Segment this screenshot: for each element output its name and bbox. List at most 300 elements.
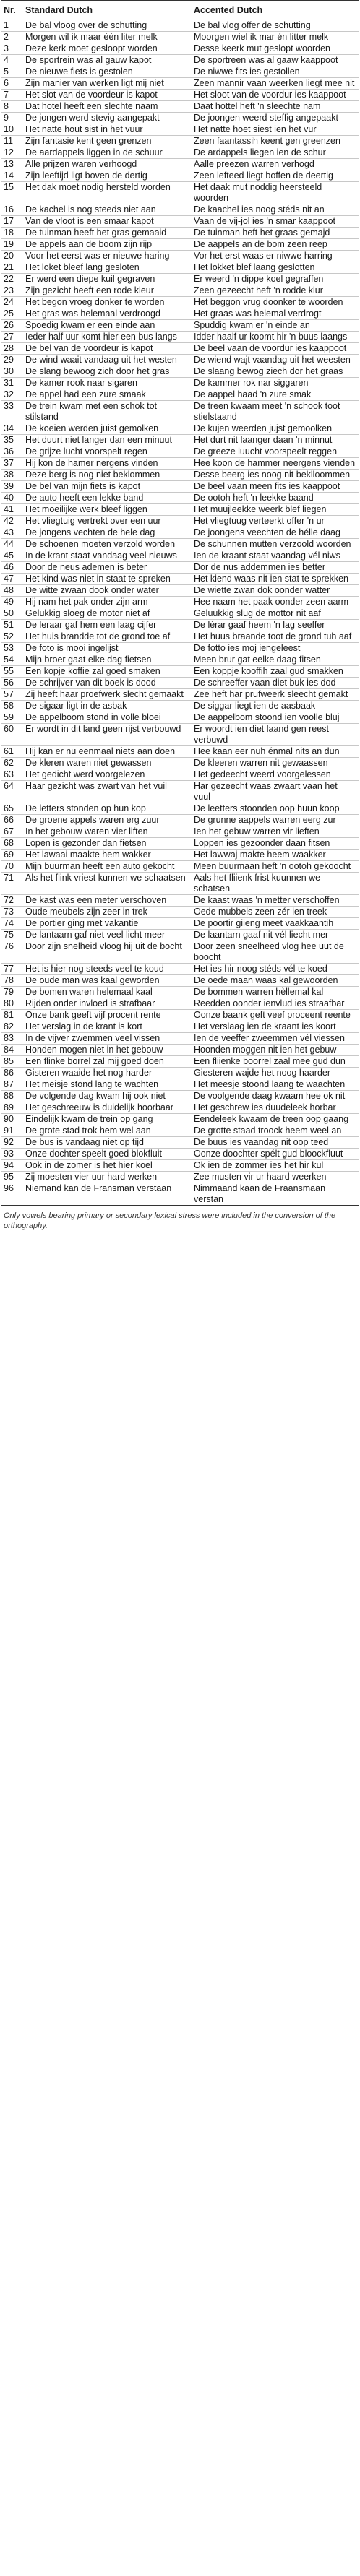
standard-dutch-cell: De groene appels waren erg zuur: [23, 815, 192, 826]
row-number: 88: [1, 1091, 23, 1102]
header-row: [1, 1, 359, 20]
accented-dutch-cell: Ien de kraant staat vaandag vél niws: [192, 550, 359, 562]
accented-dutch-cell: De buus ies vaandag nit oop teed: [192, 1137, 359, 1149]
standard-dutch-cell: Alle prijzen waren verhoogd: [23, 159, 192, 170]
table-row: [1, 182, 359, 204]
table-footnote: Only vowels bearing primary or secondary lexical stress were included in the conversion of the orthography.: [4, 1211, 336, 1230]
standard-dutch-cell: Mijn broer gaat elke dag fietsen: [23, 654, 192, 666]
table-row: [1, 78, 359, 90]
standard-dutch-cell: De sigaar ligt in de asbak: [23, 701, 192, 712]
standard-dutch-cell: Het huis brandde tot de grond toe af: [23, 631, 192, 643]
accented-dutch-cell: Het geschrew ies duudeleek horbar: [192, 1102, 359, 1114]
standard-dutch-cell: Ook in de zomer is het hier koel: [23, 1160, 192, 1172]
accented-dutch-cell: De wiend wajt vaandag uit het weesten: [192, 355, 359, 366]
table-row: [1, 493, 359, 504]
standard-dutch-cell: Dat hotel heeft een slechte naam: [23, 101, 192, 113]
standard-dutch-cell: Niemand kan de Fransman verstaan: [23, 1183, 192, 1206]
standard-dutch-cell: De koeien werden juist gemolken: [23, 423, 192, 435]
standard-dutch-cell: De bal vloog over de schutting: [23, 20, 192, 32]
row-number: 29: [1, 355, 23, 366]
table-row: [1, 297, 359, 308]
standard-dutch-cell: De leraar gaf hem een laag cijfer: [23, 620, 192, 631]
standard-dutch-cell: De auto heeft een lekke band: [23, 493, 192, 504]
row-number: 78: [1, 975, 23, 987]
table-row: [1, 527, 359, 539]
table-row: [1, 643, 359, 654]
standard-dutch-cell: De schrijver van dit boek is dood: [23, 678, 192, 689]
accented-dutch-cell: Loppen ies gezoonder daan fitsen: [192, 838, 359, 850]
accented-dutch-cell: Dor de nus addemmen ies better: [192, 562, 359, 574]
standard-dutch-cell: De kamer rook naar sigaren: [23, 378, 192, 389]
row-number: 24: [1, 297, 23, 308]
row-number: 15: [1, 182, 23, 204]
table-row: [1, 423, 359, 435]
accented-dutch-cell: De oede maan waas kal gewoorden: [192, 975, 359, 987]
row-number: 3: [1, 43, 23, 55]
table-row: [1, 204, 359, 216]
standard-dutch-cell: Hij kan er nu eenmaal niets aan doen: [23, 746, 192, 758]
table-row: [1, 1114, 359, 1125]
standard-dutch-cell: Morgen wil ik maar één liter melk: [23, 32, 192, 43]
standard-dutch-cell: Oude meubels zijn zeer in trek: [23, 907, 192, 918]
accented-dutch-cell: De joongen weerd steffig angepaakt: [192, 113, 359, 124]
standard-dutch-cell: Zij heeft haar proefwerk slecht gemaakt: [23, 689, 192, 701]
table-row: [1, 458, 359, 470]
table-row: [1, 481, 359, 493]
table-row: [1, 930, 359, 941]
standard-dutch-cell: De appels aan de boom zijn rijp: [23, 239, 192, 251]
standard-dutch-cell: De kachel is nog steeds niet aan: [23, 204, 192, 216]
standard-dutch-cell: Hij nam het pak onder zijn arm: [23, 597, 192, 608]
accented-dutch-cell: Oonze doochter spélt gud bloockfluut: [192, 1149, 359, 1160]
accented-dutch-cell: Hoonden moggen nit ien het gebuw: [192, 1045, 359, 1056]
table-row: [1, 724, 359, 746]
table-row: [1, 20, 359, 32]
accented-dutch-cell: Het graas was helemal verdrogt: [192, 308, 359, 320]
table-body: [1, 20, 359, 1206]
row-number: 54: [1, 654, 23, 666]
standard-dutch-cell: De bel van mijn fiets is kapot: [23, 481, 192, 493]
row-number: 20: [1, 251, 23, 262]
table-row: [1, 678, 359, 689]
table-row: [1, 285, 359, 297]
table-row: [1, 964, 359, 975]
accented-dutch-cell: Hee naam het paak oonder zeen aarm: [192, 597, 359, 608]
table-row: [1, 1033, 359, 1045]
accented-dutch-cell: Eendeleek kwaam de treen oop gaang: [192, 1114, 359, 1125]
accented-dutch-cell: Desse beerg ies noog nit beklloommen: [192, 470, 359, 481]
table-row: [1, 516, 359, 527]
row-number: 59: [1, 712, 23, 724]
accented-dutch-cell: De grunne aappels warren eerg zur: [192, 815, 359, 826]
table-row: [1, 1102, 359, 1114]
accented-dutch-cell: Nimmaand kaan de Fraansmaan verstan: [192, 1183, 359, 1206]
accented-dutch-cell: Een koppje kooffih zaal gud smakken: [192, 666, 359, 678]
row-number: 92: [1, 1137, 23, 1149]
table-row: [1, 539, 359, 550]
sentence-table: [1, 0, 359, 1206]
accented-dutch-cell: De bommen warren hèllemal kal: [192, 987, 359, 998]
standard-dutch-cell: Ieder half uur komt hier een bus langs: [23, 332, 192, 343]
row-number: 9: [1, 113, 23, 124]
row-number: 74: [1, 918, 23, 930]
standard-dutch-cell: De bel van de voordeur is kapot: [23, 343, 192, 355]
standard-dutch-cell: Het geschreeuw is duidelijk hoorbaar: [23, 1102, 192, 1114]
table-row: [1, 90, 359, 101]
table-row: [1, 1137, 359, 1149]
table-row: [1, 550, 359, 562]
table-row: [1, 907, 359, 918]
standard-dutch-cell: Onze dochter speelt goed blokfluit: [23, 1149, 192, 1160]
row-number: 22: [1, 274, 23, 285]
table-row: [1, 562, 359, 574]
accented-dutch-cell: De ardappels liegen ien de schur: [192, 147, 359, 159]
table-row: [1, 975, 359, 987]
table-row: [1, 1056, 359, 1068]
accented-dutch-cell: De joongens veechten de hélle daag: [192, 527, 359, 539]
table-row: [1, 620, 359, 631]
accented-dutch-cell: Het lawwaj makte heem waakker: [192, 850, 359, 861]
standard-dutch-cell: Het slot van de voordeur is kapot: [23, 90, 192, 101]
row-number: 80: [1, 998, 23, 1010]
standard-dutch-cell: De wind waait vandaag uit het westen: [23, 355, 192, 366]
accented-dutch-cell: Meen brur gat eelke daag fitsen: [192, 654, 359, 666]
standard-dutch-cell: De trein kwam met een schok tot stilstand: [23, 401, 192, 423]
accented-dutch-cell: De kleeren warren nit gewaassen: [192, 758, 359, 769]
table-row: [1, 1010, 359, 1021]
row-number: 8: [1, 101, 23, 113]
accented-dutch-cell: Har gezeecht waas zwaart vaan het vuul: [192, 781, 359, 803]
table-row: [1, 343, 359, 355]
row-number: 69: [1, 850, 23, 861]
accented-dutch-cell: Oede mubbels zeen zér ien treek: [192, 907, 359, 918]
accented-dutch-cell: Geluukkig slug de mottor nit aaf: [192, 608, 359, 620]
row-number: 47: [1, 574, 23, 585]
row-number: 11: [1, 136, 23, 147]
table-row: [1, 861, 359, 873]
table-row: [1, 608, 359, 620]
accented-dutch-cell: De greeze luucht voorspeelt reggen: [192, 446, 359, 458]
row-number: 40: [1, 493, 23, 504]
accented-dutch-cell: De ootoh heft 'n leekke baand: [192, 493, 359, 504]
row-number: 90: [1, 1114, 23, 1125]
table-row: [1, 228, 359, 239]
row-number: 77: [1, 964, 23, 975]
table-header: [1, 1, 359, 20]
row-number: 95: [1, 1172, 23, 1183]
table-row: [1, 873, 359, 895]
row-number: 79: [1, 987, 23, 998]
row-number: 45: [1, 550, 23, 562]
row-number: 60: [1, 724, 23, 746]
row-number: 44: [1, 539, 23, 550]
standard-dutch-cell: De slang bewoog zich door het gras: [23, 366, 192, 378]
standard-dutch-cell: De jongen werd stevig aangepakt: [23, 113, 192, 124]
row-number: 25: [1, 308, 23, 320]
standard-dutch-cell: Het moeilijke werk bleef liggen: [23, 504, 192, 516]
row-number: 4: [1, 55, 23, 66]
accented-dutch-cell: Het durt nit laanger daan 'n minnut: [192, 435, 359, 446]
accented-dutch-cell: Zeen faantassih keent gen greenzen: [192, 136, 359, 147]
standard-dutch-cell: Deze berg is nog niet beklommen: [23, 470, 192, 481]
row-number: 51: [1, 620, 23, 631]
row-number: 76: [1, 941, 23, 964]
accented-dutch-cell: Het muujleekke weerk blef liegen: [192, 504, 359, 516]
table-row: [1, 1149, 359, 1160]
standard-dutch-cell: Het kind was niet in staat te spreken: [23, 574, 192, 585]
row-number: 12: [1, 147, 23, 159]
row-number: 81: [1, 1010, 23, 1021]
table-row: [1, 332, 359, 343]
accented-dutch-cell: De voolgende daag kwaam hee ok nit: [192, 1091, 359, 1102]
accented-dutch-cell: De schunnen mutten verzoold woorden: [192, 539, 359, 550]
row-number: 6: [1, 78, 23, 90]
row-number: 58: [1, 701, 23, 712]
row-number: 23: [1, 285, 23, 297]
row-number: 91: [1, 1125, 23, 1137]
standard-dutch-cell: Mijn buurman heeft een auto gekocht: [23, 861, 192, 873]
accented-dutch-cell: Zeen mannir vaan weerken liegt mee nit: [192, 78, 359, 90]
table-row: [1, 689, 359, 701]
table-row: [1, 1172, 359, 1183]
table-row: [1, 654, 359, 666]
table-row: [1, 712, 359, 724]
row-number: 5: [1, 66, 23, 78]
standard-dutch-cell: Het vliegtuig vertrekt over een uur: [23, 516, 192, 527]
row-number: 39: [1, 481, 23, 493]
row-number: 75: [1, 930, 23, 941]
table-row: [1, 113, 359, 124]
table-row: [1, 32, 359, 43]
row-number: 71: [1, 873, 23, 895]
accented-dutch-cell: Desse keerk mut geslopt woorden: [192, 43, 359, 55]
row-number: 62: [1, 758, 23, 769]
table-row: [1, 918, 359, 930]
table-row: [1, 159, 359, 170]
row-number: 31: [1, 378, 23, 389]
standard-dutch-cell: De foto is mooi ingelijst: [23, 643, 192, 654]
standard-dutch-cell: Het dak moet nodig hersteld worden: [23, 182, 192, 204]
table-row: [1, 1045, 359, 1056]
header-nr: Nr.: [1, 1, 23, 20]
table-row: [1, 504, 359, 516]
row-number: 1: [1, 20, 23, 32]
accented-dutch-cell: De sportreen was al gaaw kaappoot: [192, 55, 359, 66]
table-row: [1, 987, 359, 998]
table-row: [1, 378, 359, 389]
table-row: [1, 701, 359, 712]
accented-dutch-cell: De poortir giieng meet vaakkaantih: [192, 918, 359, 930]
row-number: 43: [1, 527, 23, 539]
standard-dutch-cell: De schoenen moeten verzold worden: [23, 539, 192, 550]
table-row: [1, 850, 359, 861]
table-row: [1, 136, 359, 147]
row-number: 61: [1, 746, 23, 758]
table-row: [1, 803, 359, 815]
standard-dutch-cell: Het lawaai maakte hem wakker: [23, 850, 192, 861]
row-number: 96: [1, 1183, 23, 1206]
row-number: 85: [1, 1056, 23, 1068]
accented-dutch-cell: Het gedeecht weerd voorgelessen: [192, 769, 359, 781]
row-number: 93: [1, 1149, 23, 1160]
row-number: 17: [1, 216, 23, 228]
standard-dutch-cell: Gisteren waaide het nog harder: [23, 1068, 192, 1079]
row-number: 2: [1, 32, 23, 43]
accented-dutch-cell: Er weerd 'n dippe koel gegraffen: [192, 274, 359, 285]
accented-dutch-cell: Het kiend waas nit ien stat te sprekken: [192, 574, 359, 585]
standard-dutch-cell: Het gedicht werd voorgelezen: [23, 769, 192, 781]
accented-dutch-cell: De slaang bewog ziech dor het graas: [192, 366, 359, 378]
standard-dutch-cell: Het meisje stond lang te wachten: [23, 1079, 192, 1091]
standard-dutch-cell: Voor het eerst was er nieuwe haring: [23, 251, 192, 262]
table-row: [1, 262, 359, 274]
accented-dutch-cell: Het daak mut noddig heersteeld woorden: [192, 182, 359, 204]
standard-dutch-cell: In de krant staat vandaag veel nieuws: [23, 550, 192, 562]
row-number: 26: [1, 320, 23, 332]
accented-dutch-cell: De aappelbom stoond ien voolle bluj: [192, 712, 359, 724]
row-number: 50: [1, 608, 23, 620]
accented-dutch-cell: De tuinman heft het graas gemajd: [192, 228, 359, 239]
row-number: 55: [1, 666, 23, 678]
row-number: 36: [1, 446, 23, 458]
accented-dutch-cell: Het huus braande toot de grond tuh aaf: [192, 631, 359, 643]
row-number: 67: [1, 826, 23, 838]
standard-dutch-cell: Eindelijk kwam de trein op gang: [23, 1114, 192, 1125]
standard-dutch-cell: Haar gezicht was zwart van het vuil: [23, 781, 192, 803]
accented-dutch-cell: Zeen lefteed liegt boffen de deertig: [192, 170, 359, 182]
row-number: 73: [1, 907, 23, 918]
table-row: [1, 320, 359, 332]
standard-dutch-cell: De kast was een meter verschoven: [23, 895, 192, 907]
table-row: [1, 55, 359, 66]
row-number: 56: [1, 678, 23, 689]
row-number: 94: [1, 1160, 23, 1172]
accented-dutch-cell: Reedden oonder ienvlud ies straafbar: [192, 998, 359, 1010]
accented-dutch-cell: De leetters stoonden oop huun koop: [192, 803, 359, 815]
standard-dutch-cell: De nieuwe fiets is gestolen: [23, 66, 192, 78]
table-row: [1, 366, 359, 378]
standard-dutch-cell: De grijze lucht voorspelt regen: [23, 446, 192, 458]
accented-dutch-cell: Het lokket blef laang geslotten: [192, 262, 359, 274]
table-row: [1, 239, 359, 251]
table-row: [1, 43, 359, 55]
accented-dutch-cell: Het ies hir noog stéds vél te koed: [192, 964, 359, 975]
accented-dutch-cell: Er woordt ien diet laand gen reest verbuwd: [192, 724, 359, 746]
row-number: 16: [1, 204, 23, 216]
standard-dutch-cell: De oude man was kaal geworden: [23, 975, 192, 987]
standard-dutch-cell: De volgende dag kwam hij ook niet: [23, 1091, 192, 1102]
accented-dutch-cell: De kaast waas 'n metter verschoffen: [192, 895, 359, 907]
row-number: 87: [1, 1079, 23, 1091]
accented-dutch-cell: De kaachel ies noog stéds nit an: [192, 204, 359, 216]
row-number: 49: [1, 597, 23, 608]
row-number: 89: [1, 1102, 23, 1114]
accented-dutch-cell: Aals het fliienk frist kuunnen we schatsen: [192, 873, 359, 895]
accented-dutch-cell: Zee heft har prufweerk sleecht gemakt: [192, 689, 359, 701]
row-number: 32: [1, 389, 23, 401]
accented-dutch-cell: Ien de veeffer zweemmen vél viessen: [192, 1033, 359, 1045]
standard-dutch-cell: Een kopje koffie zal goed smaken: [23, 666, 192, 678]
accented-dutch-cell: De aappels an de bom zeen reep: [192, 239, 359, 251]
table-row: [1, 274, 359, 285]
standard-dutch-cell: Deze kerk moet gesloopt worden: [23, 43, 192, 55]
table-row: [1, 597, 359, 608]
accented-dutch-cell: Ien het gebuw warren vir lieften: [192, 826, 359, 838]
accented-dutch-cell: Het vliegtuug verteerkt offer 'n ur: [192, 516, 359, 527]
table-row: [1, 446, 359, 458]
table-row: [1, 1183, 359, 1206]
row-number: 14: [1, 170, 23, 182]
accented-dutch-cell: Daat hottel heft 'n sleechte nam: [192, 101, 359, 113]
accented-dutch-cell: De bal vlog offer de schutting: [192, 20, 359, 32]
row-number: 68: [1, 838, 23, 850]
row-number: 18: [1, 228, 23, 239]
row-number: 52: [1, 631, 23, 643]
standard-dutch-cell: De grote stad trok hem wel aan: [23, 1125, 192, 1137]
row-number: 70: [1, 861, 23, 873]
standard-dutch-cell: Rijden onder invloed is strafbaar: [23, 998, 192, 1010]
table-row: [1, 838, 359, 850]
table-row: [1, 826, 359, 838]
standard-dutch-cell: De bus is vandaag niet op tijd: [23, 1137, 192, 1149]
table-row: [1, 216, 359, 228]
standard-dutch-cell: Lopen is gezonder dan fietsen: [23, 838, 192, 850]
standard-dutch-cell: Zijn leeftijd ligt boven de dertig: [23, 170, 192, 182]
row-number: 84: [1, 1045, 23, 1056]
row-number: 82: [1, 1021, 23, 1033]
table-row: [1, 389, 359, 401]
standard-dutch-cell: De lantaarn gaf niet veel licht meer: [23, 930, 192, 941]
accented-dutch-cell: De fotto ies moj iengeleest: [192, 643, 359, 654]
accented-dutch-cell: De siggar liegt ien de aasbaak: [192, 701, 359, 712]
table-row: [1, 308, 359, 320]
row-number: 66: [1, 815, 23, 826]
accented-dutch-cell: De niwwe fits ies gestollen: [192, 66, 359, 78]
table-row: [1, 781, 359, 803]
accented-dutch-cell: Het sloot van de voordur ies kaappoot: [192, 90, 359, 101]
table-row: [1, 124, 359, 136]
accented-dutch-cell: De beel vaan meen fits ies kaappoot: [192, 481, 359, 493]
accented-dutch-cell: De schreeffer vaan diet buk ies dod: [192, 678, 359, 689]
row-number: 35: [1, 435, 23, 446]
table-row: [1, 746, 359, 758]
standard-dutch-cell: Het gras was helemaal verdroogd: [23, 308, 192, 320]
row-number: 10: [1, 124, 23, 136]
table-row: [1, 1068, 359, 1079]
accented-dutch-cell: De laantarn gaaf nit vél liecht mer: [192, 930, 359, 941]
table-row: [1, 574, 359, 585]
header-standard-dutch: Standard Dutch: [23, 1, 192, 20]
standard-dutch-cell: Er wordt in dit land geen rijst verbouwd: [23, 724, 192, 746]
standard-dutch-cell: Van de vloot is een smaar kapot: [23, 216, 192, 228]
accented-dutch-cell: Ok ien de zommer ies het hir kul: [192, 1160, 359, 1172]
standard-dutch-cell: De bomen waren helemaal kaal: [23, 987, 192, 998]
accented-dutch-cell: Spuddig kwam er 'n einde an: [192, 320, 359, 332]
table-row: [1, 769, 359, 781]
row-number: 57: [1, 689, 23, 701]
accented-dutch-cell: Moorgen wiel ik mar én litter melk: [192, 32, 359, 43]
accented-dutch-cell: Zee musten vir ur haard weerken: [192, 1172, 359, 1183]
standard-dutch-cell: Spoedig kwam er een einde aan: [23, 320, 192, 332]
row-number: 48: [1, 585, 23, 597]
accented-dutch-cell: Hee kaan eer nuh énmal nits an dun: [192, 746, 359, 758]
row-number: 86: [1, 1068, 23, 1079]
standard-dutch-cell: Onze bank geeft vijf procent rente: [23, 1010, 192, 1021]
row-number: 65: [1, 803, 23, 815]
accented-dutch-cell: Het beggon vrug doonker te woorden: [192, 297, 359, 308]
standard-dutch-cell: De kleren waren niet gewassen: [23, 758, 192, 769]
row-number: 27: [1, 332, 23, 343]
